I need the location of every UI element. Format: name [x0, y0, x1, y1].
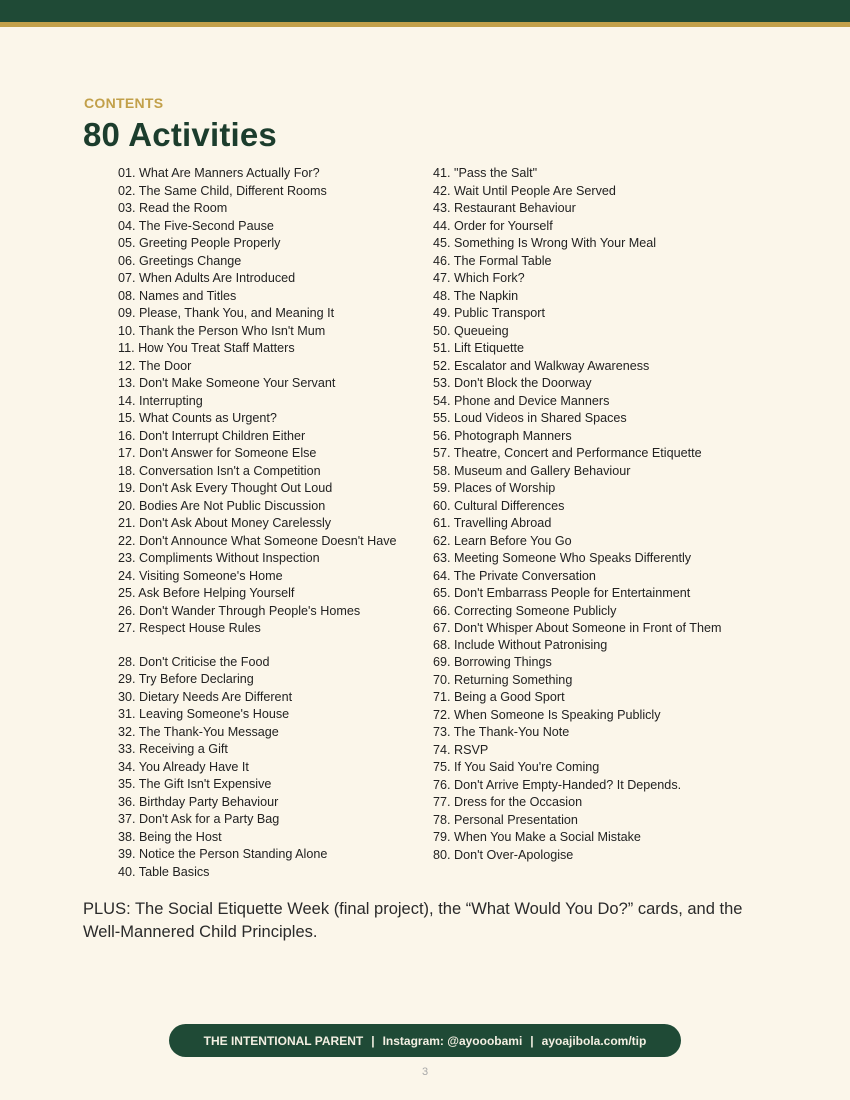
footer-separator: | [530, 1033, 534, 1048]
activity-item: 43. Restaurant Behaviour [433, 201, 576, 215]
activity-item: 28. Don't Criticise the Food [118, 654, 270, 669]
page-title: 80 Activities [83, 116, 277, 153]
activity-item: 37. Don't Ask for a Party Bag [118, 812, 280, 826]
activity-item: 67. Don't Whisper About Someone in Front of Them [433, 621, 722, 635]
activity-item: 40. Table Basics [118, 864, 210, 879]
activity-item: 47. Which Fork? [433, 271, 525, 285]
activity-item: 30. Dietary Needs Are Different [118, 689, 293, 704]
activity-item: 66. Correcting Someone Publicly [433, 603, 617, 618]
activity-item: 46. The Formal Table [433, 253, 552, 268]
activity-item: 51. Lift Etiquette [433, 341, 525, 355]
activity-item: 79. When You Make a Social Mistake [433, 830, 641, 844]
activity-item: 39. Notice the Person Standing Alone [118, 847, 328, 861]
activity-item: 01. What Are Manners Actually For? [118, 166, 320, 180]
activity-item: 56. Photograph Manners [433, 428, 572, 443]
activity-item: 19. Don't Ask Every Thought Out Loud [118, 481, 333, 495]
activity-item: 25. Ask Before Helping Yourself [118, 586, 295, 600]
activity-item: 02. The Same Child, Different Rooms [118, 183, 327, 198]
activity-item: 18. Conversation Isn't a Competition [118, 463, 321, 478]
activity-item: 68. Include Without Patronising [433, 637, 608, 652]
footer-separator: | [371, 1033, 375, 1048]
activity-item: 76. Don't Arrive Empty-Handed? It Depends. [433, 777, 682, 792]
column-spacer [118, 638, 418, 654]
footer-bar [169, 1024, 681, 1057]
footer-website: ayoajibola.com/tip [541, 1033, 647, 1048]
activity-item: 55. Loud Videos in Shared Spaces [433, 411, 627, 425]
activity-item: 64. The Private Conversation [433, 568, 596, 583]
activity-item: 38. Being the Host [118, 829, 222, 844]
activity-item: 58. Museum and Gallery Behaviour [433, 463, 631, 478]
activity-item: 14. Interrupting [118, 393, 203, 408]
activity-item: 34. You Already Have It [118, 759, 249, 774]
activity-item: 72. When Someone Is Speaking Publicly [433, 707, 661, 722]
activities-column-left [118, 165, 418, 881]
activity-item: 70. Returning Something [433, 672, 573, 687]
activity-item: 49. Public Transport [433, 306, 546, 320]
activity-item: 11. How You Treat Staff Matters [118, 341, 295, 355]
activity-item: 26. Don't Wander Through People's Homes [118, 603, 361, 618]
activity-item: 80. Don't Over-Apologise [433, 847, 574, 862]
activity-item: 09. Please, Thank You, and Meaning It [118, 306, 335, 320]
activity-item: 03. Read the Room [118, 201, 228, 215]
activity-item: 23. Compliments Without Inspection [118, 551, 320, 565]
activity-item: 20. Bodies Are Not Public Discussion [118, 498, 326, 513]
activity-item: 08. Names and Titles [118, 288, 237, 303]
activity-item: 45. Something Is Wrong With Your Meal [433, 236, 657, 250]
activity-item: 07. When Adults Are Introduced [118, 271, 296, 285]
top-accent-rule [0, 22, 850, 27]
activity-item: 41. "Pass the Salt" [433, 166, 538, 180]
activity-item: 33. Receiving a Gift [118, 742, 228, 756]
activity-item: 69. Borrowing Things [433, 655, 552, 669]
activity-item: 44. Order for Yourself [433, 218, 553, 233]
activity-item: 53. Don't Block the Doorway [433, 376, 592, 390]
activity-item: 59. Places of Worship [433, 481, 556, 495]
activity-item: 21. Don't Ask About Money Carelessly [118, 516, 332, 530]
activity-item: 06. Greetings Change [118, 253, 242, 268]
activity-item: 65. Don't Embarrass People for Entertainment [433, 586, 691, 600]
activity-item: 78. Personal Presentation [433, 812, 578, 827]
activity-item: 36. Birthday Party Behaviour [118, 794, 279, 809]
activity-item: 74. RSVP [433, 742, 489, 757]
activity-item: 54. Phone and Device Manners [433, 393, 610, 408]
activity-item: 52. Escalator and Walkway Awareness [433, 358, 650, 373]
activity-item: 04. The Five-Second Pause [118, 218, 274, 233]
footer-instagram: Instagram: @ayooobami [382, 1033, 523, 1048]
top-band [0, 0, 850, 22]
activity-item: 57. Theatre, Concert and Performance Etiquette [433, 446, 702, 460]
activity-item: 61. Travelling Abroad [433, 516, 552, 530]
page-number: 3 [421, 1066, 429, 1078]
activity-item: 13. Don't Make Someone Your Servant [118, 376, 336, 390]
activity-item: 60. Cultural Differences [433, 498, 565, 513]
activity-item: 71. Being a Good Sport [433, 690, 565, 704]
activity-item: 29. Try Before Declaring [118, 672, 254, 686]
activities-column-right [433, 165, 733, 864]
plus-note: PLUS: The Social Etiquette Week (final project), the “What Would You Do?” cards, and the Well-Mannered Child Principles. [83, 900, 743, 941]
footer-brand: THE INTENTIONAL PARENT [203, 1033, 364, 1048]
activity-item: 24. Visiting Someone's Home [118, 568, 283, 583]
activity-item: 35. The Gift Isn't Expensive [118, 777, 272, 791]
activity-item: 15. What Counts as Urgent? [118, 411, 277, 425]
activity-item: 16. Don't Interrupt Children Either [118, 428, 306, 443]
activity-item: 50. Queueing [433, 323, 509, 338]
activity-item: 73. The Thank-You Note [433, 725, 570, 739]
activity-item: 31. Leaving Someone's House [118, 707, 290, 721]
activity-item: 77. Dress for the Occasion [433, 795, 583, 809]
activity-item: 48. The Napkin [433, 288, 519, 303]
activity-item: 10. Thank the Person Who Isn't Mum [118, 323, 326, 338]
activity-item: 27. Respect House Rules [118, 621, 261, 635]
activity-item: 63. Meeting Someone Who Speaks Differently [433, 551, 692, 565]
section-eyebrow: CONTENTS [84, 95, 164, 111]
activity-item: 42. Wait Until People Are Served [433, 183, 616, 198]
activity-item: 32. The Thank-You Message [118, 724, 279, 739]
activity-item: 62. Learn Before You Go [433, 533, 572, 548]
activity-item: 75. If You Said You're Coming [433, 760, 600, 774]
activity-item: 22. Don't Announce What Someone Doesn't Have [118, 533, 397, 548]
activity-item: 17. Don't Answer for Someone Else [118, 446, 317, 460]
activity-item: 05. Greeting People Properly [118, 236, 281, 250]
activity-item: 12. The Door [118, 358, 192, 373]
